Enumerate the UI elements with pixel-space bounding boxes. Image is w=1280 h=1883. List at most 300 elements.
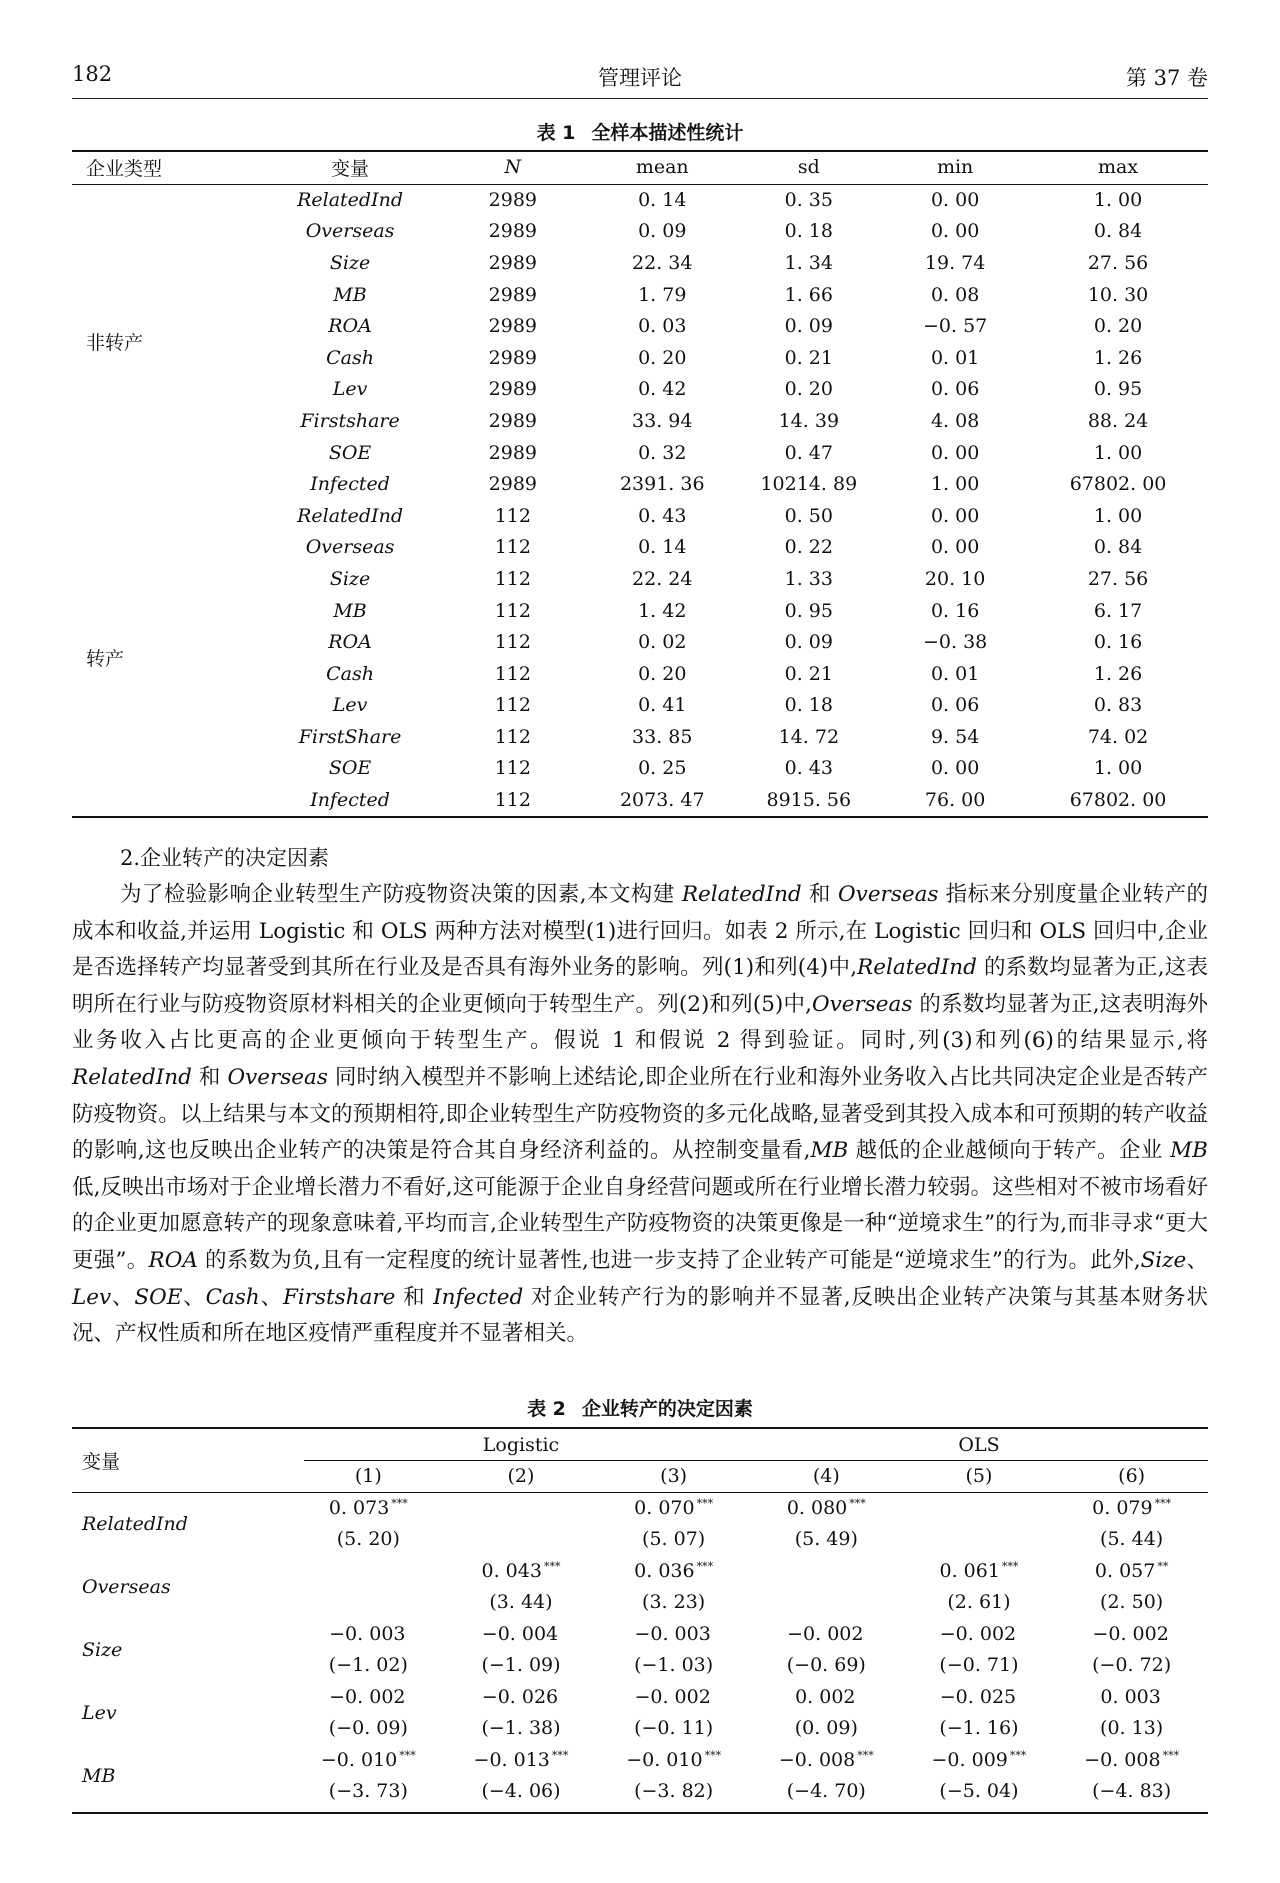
table1-value-cell: 74. 02 [1087,725,1149,748]
table1-value-cell: 0. 21 [784,662,833,685]
coef-value: −0. 004 [481,1622,559,1645]
table1-value-cell: 0. 09 [638,220,687,243]
coef-value: 0. 079 [1092,1496,1153,1519]
coef-value: −0. 002 [787,1622,864,1645]
table2-tstat-cell [903,1524,1056,1556]
table2-tstat-cell: (−1. 03) [634,1654,714,1677]
table2-caption-title: 企业转产的决定因素 [581,1398,753,1420]
table2-tstat-cell [292,1587,445,1619]
italic-term: MB [1170,1138,1208,1164]
table1-variable-cell: RelatedInd [297,504,403,527]
table1-value-cell: 1. 26 [1093,346,1143,369]
table1-value-cell: 67802. 00 [1069,789,1167,812]
table1-value-cell: 112 [494,757,531,780]
italic-term: Overseas [227,1064,328,1090]
table2-coef-row [72,1555,1208,1587]
table1-value-cell: 22. 24 [632,567,693,590]
table1-value-cell: 1. 79 [638,283,687,306]
table2-tstat-cell: (5. 44) [1100,1528,1164,1551]
table2-tstat-cell: (2. 61) [947,1591,1011,1614]
table1-value-cell: 0. 32 [638,441,687,464]
table1-value-cell: 0. 02 [638,631,687,654]
volume-label: 第 37 卷 [1125,66,1208,90]
table1-value-cell: 0. 84 [1093,536,1143,559]
significance-stars: *** [1009,1748,1027,1762]
table1-bottom-rule [72,816,1208,818]
table2-group-logistic: Logistic [482,1433,560,1456]
coef-value: 0. 057 [1094,1559,1156,1582]
table1-value-cell: 0. 21 [784,346,833,369]
table2-group-ols: OLS [958,1433,1000,1456]
table2-col-header: (5) [965,1465,993,1488]
table1-value-cell: 112 [494,662,531,685]
italic-term: Overseas [812,991,913,1017]
table1-value-cell: 0. 35 [784,188,833,211]
table2-coef-cell [292,1555,445,1587]
text-run: 对企业转产行为的影响并不显著,反映出企业转产决策与其基本财务状况、产权性质和所在地区疫情严重程度并不显著相关。 [72,1284,1208,1347]
table2-header-rule [72,1492,1208,1493]
text-run: 低,反映出市场对于企业增长潜力不看好,这可能源于企业自身经营问题或所在行业增长潜力较弱。这些相对不被市场看好的企业更加愿意转产的现象意味着,平均而言,企业转型生产防疫物资的决策更像是一种“逆境求生”的行为,而非寻求“更大更强”。 [72,1174,1208,1273]
table1-value-cell: 1. 00 [930,473,980,496]
table1-value-cell: 0. 41 [638,694,687,717]
table1-value-cell: 0. 00 [930,504,980,527]
text-run: 的系数均显著为正,这表明所在行业与防疫物资原材料相关的企业更倾向于转型生产。列(2)和列(5)中, [72,955,1209,1017]
coef-value: 0. 073 [328,1496,390,1519]
table1-value-cell: 0. 18 [784,694,833,717]
table2-coef-cell [445,1555,598,1587]
table2-caption [72,1394,1208,1421]
coef-value: −0. 008 [778,1748,856,1771]
table1-col-header: min [936,156,974,178]
table1-value-cell: 0. 84 [1093,220,1143,243]
text-run: 的系数为负,且有一定程度的统计显著性,也进一步支持了企业转产可能是“逆境求生”的行为。此外, [197,1247,1141,1273]
table2-tstat-cell: (−4. 06) [481,1780,561,1803]
table1-value-cell: 6. 17 [1093,599,1143,622]
coef-value: 0. 061 [939,1559,1000,1582]
table1-value-cell: 112 [494,504,531,527]
table1-value-cell: 0. 50 [784,504,833,527]
table1-col-header: 变量 [331,157,370,180]
italic-term: RelatedInd [72,1064,192,1090]
table2-col-header: (6) [1118,1465,1146,1488]
text-run: 、 [1186,1247,1208,1273]
table1-variable-cell: SOE [328,441,372,464]
table1-variable-cell: Lev [332,694,368,717]
coef-value: 0. 043 [481,1559,542,1582]
table2-tstat-cell: (−0. 71) [939,1654,1019,1677]
italic-term: Overseas [838,882,939,907]
table2-variable-cell: Overseas [82,1575,171,1598]
table2-coef-cell [903,1618,1056,1650]
table2-coef-cell [445,1492,598,1524]
italic-term: Size [1140,1247,1187,1273]
table1-value-cell: 22. 34 [632,251,693,274]
table1-row [72,184,1208,216]
coef-value: −0. 002 [329,1685,406,1708]
table1-value-cell: 0. 42 [638,378,687,401]
table1-variable-cell: ROA [328,631,372,654]
table2-tstat-cell [750,1587,903,1619]
table2-coef-row [72,1492,1208,1524]
table2-tstat-cell: (−4. 83) [1092,1780,1172,1803]
table1-group-label: 非转产 [86,332,144,355]
table2-tstat-cell: (−0. 11) [634,1717,714,1740]
italic-term: Cash [205,1284,260,1310]
table1-variable-cell: Overseas [305,220,395,243]
text-run: 和 [801,882,839,907]
table1-value-cell: 0. 14 [638,536,687,559]
table1-value-cell: 0. 18 [784,220,833,243]
table2-tstat-cell: (3. 44) [489,1591,553,1614]
table2-tstat-cell: (5. 49) [794,1528,858,1551]
table1-caption [72,118,1208,145]
table1-value-cell: 67802. 00 [1069,473,1167,496]
coef-value: 0. 070 [634,1496,695,1519]
table1-variable-cell: MB [333,599,367,622]
table2-coef-cell [750,1618,903,1650]
table1-value-cell: 0. 03 [638,315,687,338]
table1-value-cell: 1. 00 [1093,504,1143,527]
table2-col-header: (2) [507,1465,535,1488]
table2-tstat-cell: (−3. 82) [634,1780,714,1803]
table1-value-cell: 4. 08 [930,409,980,432]
coef-value: −0. 008 [1084,1748,1161,1771]
table1-value-cell: 2989 [488,283,538,306]
table1-value-cell: 1. 26 [1093,662,1143,685]
table1-variable-cell: Lev [332,378,368,401]
italic-term: RelatedInd [857,955,977,981]
table1-value-cell: 112 [494,567,531,590]
table1-value-cell: 1. 00 [1093,757,1143,780]
table2-tstat-cell: (−4. 70) [786,1780,866,1803]
significance-stars: *** [704,1748,722,1762]
coef-value: −0. 002 [939,1622,1017,1645]
table1-value-cell: 9. 54 [930,725,980,748]
table2-tstat-cell: (−5. 04) [939,1780,1019,1803]
table1-value-cell: 8915. 56 [766,789,852,812]
significance-stars: *** [857,1748,874,1762]
text-run: 为了检验影响企业转型生产防疫物资决策的因素,本文构建 [120,882,682,907]
table2-coef-cell [750,1492,903,1524]
italic-term: MB [810,1138,849,1164]
table2-coef-cell [750,1555,903,1587]
journal-name: 管理评论 [598,66,682,90]
table1-value-cell: 0. 20 [1093,315,1143,338]
table2-tstat-cell: (−0. 72) [1092,1654,1172,1677]
table2-coef-cell [903,1681,1056,1713]
table2-tstat-cell: (−0. 69) [786,1654,866,1677]
table1-value-cell: 0. 95 [784,599,833,622]
table1-variable-cell: RelatedInd [297,188,403,211]
table2-coef-cell [750,1744,903,1776]
table2-group-rule [304,1460,1208,1461]
table1 [72,150,1208,816]
table2-tstat-cell: (5. 07) [642,1528,706,1551]
table1-header-rule [72,184,1208,185]
significance-stars: *** [696,1496,714,1510]
italic-term: ROA [148,1247,198,1273]
table1-value-cell: 1. 33 [784,567,833,590]
table1-variable-cell: Infected [310,789,390,812]
table1-value-cell: 2989 [488,346,538,369]
table2-tstat-cell: (2. 50) [1100,1591,1164,1614]
table1-value-cell: 33. 94 [632,409,693,432]
significance-stars: *** [551,1748,569,1762]
table2-tstat-cell: (5. 20) [336,1528,400,1551]
table1-col-header: max [1098,156,1139,178]
table2-coef-cell [1055,1744,1208,1776]
table1-col-header: mean [635,156,689,178]
italic-term: Firstshare [282,1284,396,1310]
table2-coef-cell [1055,1555,1208,1587]
table2-coef-cell [903,1744,1056,1776]
coef-value: −0. 013 [473,1748,550,1771]
table1-value-cell: 112 [494,631,531,654]
table1-value-cell: 2073. 47 [619,789,705,812]
table1-value-cell: 0. 20 [638,662,687,685]
coef-value: 0. 003 [1100,1685,1161,1708]
table1-value-cell: 0. 01 [930,662,980,685]
table2 [72,1429,1208,1807]
significance-stars: *** [696,1559,714,1573]
significance-stars: *** [391,1496,408,1510]
table2-coef-cell [903,1492,1056,1524]
table1-header [72,150,1208,184]
table2-variable-cell: RelatedInd [82,1512,188,1535]
table2-variable-cell: Lev [82,1701,117,1724]
coef-value: −0. 025 [939,1685,1017,1708]
table1-value-cell: 2989 [488,251,538,274]
table1-value-cell: 0. 43 [638,504,687,527]
table1-value-cell: 20. 10 [924,567,986,590]
table1-value-cell: 0. 95 [1093,378,1143,401]
table1-value-cell: 2989 [488,188,538,211]
table1-value-cell: 0. 00 [930,757,980,780]
table1-value-cell: 0. 09 [784,315,833,338]
text-run: 的系数均显著为正,这表明海外业务收入占比更高的企业更倾向于转型生产。假说 1 和假说 2 得到验证。同时,列(3)和列(6)的结果显示,将 [72,991,1208,1054]
table1-variable-cell: MB [333,283,367,306]
table1-caption-number: 表 1 [536,122,576,144]
table1-value-cell: 27. 56 [1087,567,1149,590]
table1-value-cell: 2989 [488,473,538,496]
table1-value-cell: 0. 06 [930,378,980,401]
table2-coef-cell [1055,1618,1208,1650]
coef-value: −0. 010 [626,1748,703,1771]
table1-value-cell: 0. 20 [784,378,833,401]
table1-value-cell: 1. 42 [638,599,687,622]
table1-value-cell: 0. 22 [784,536,833,559]
table1-value-cell: 112 [494,599,531,622]
table1-row [72,500,1208,532]
table2-bottom-rule [72,1812,1208,1814]
coef-value: −0. 009 [931,1748,1008,1771]
significance-stars: *** [1001,1559,1019,1573]
table1-group-label: 转产 [86,648,125,671]
coef-value: −0. 010 [320,1748,398,1771]
table1-variable-cell: Cash [326,346,374,369]
table1-value-cell: 112 [494,789,531,812]
significance-stars: *** [849,1496,866,1510]
table2-coef-cell [292,1681,445,1713]
table1-value-cell: 33. 85 [632,725,693,748]
table1-value-cell: 2989 [488,220,538,243]
table2-tstat-cell: (−1. 38) [481,1717,561,1740]
table2-tstat-cell: (−0. 09) [328,1717,408,1740]
table1-variable-cell: ROA [328,315,372,338]
italic-term: Lev [72,1284,112,1310]
table1-value-cell: 2989 [488,315,538,338]
table2-coef-row [72,1681,1208,1713]
table1-value-cell: 0. 00 [930,220,980,243]
table1-value-cell: 19. 74 [924,251,986,274]
coef-value: −0. 026 [481,1685,559,1708]
text-run: 同时纳入模型并不影响上述结论,即企业所在行业和海外业务收入占比共同决定企业是否转产防疫物资。以上结果与本文的预期相符,即企业转型生产防疫物资的多元化战略,显著受到其投入成本和可预期的转产收益的影响,这也反映出企业转产的决策是符合其自身经济利益的。从控制变量看, [72,1064,1208,1164]
table2-tstat-cell: (3. 23) [642,1591,706,1614]
table1-variable-cell: Infected [310,473,390,496]
table1-value-cell: 1. 00 [1093,441,1143,464]
body-paragraph [72,877,1208,1353]
table1-value-cell: 0. 00 [930,188,980,211]
text-run: 、 [182,1284,206,1310]
table1-value-cell: 0. 47 [784,441,833,464]
table2-coef-cell [597,1681,750,1713]
table2-tstat-cell [445,1524,598,1556]
table2-coef-cell [1055,1681,1208,1713]
table2-variable-cell: MB [82,1764,116,1787]
table1-value-cell: 10214. 89 [760,473,858,496]
table2-tstat-cell: (−1. 16) [939,1717,1019,1740]
table1-variable-cell: Cash [326,662,374,685]
table2-coef-row [72,1618,1208,1650]
coef-value: 0. 036 [634,1559,695,1582]
table1-value-cell: 0. 83 [1093,694,1143,717]
table1-value-cell: 112 [494,694,531,717]
table1-value-cell: 0. 00 [930,441,980,464]
table2-tstat-cell: (−1. 09) [481,1654,561,1677]
text-run: 、 [259,1284,283,1310]
table2-tstat-cell: (0. 09) [794,1717,858,1740]
header-rule [72,98,1208,99]
table2-coef-cell [292,1492,445,1524]
table1-value-cell: 2989 [488,378,538,401]
text-run: 、 [111,1284,135,1310]
table2-coef-cell [597,1618,750,1650]
table1-value-cell: 2989 [488,441,538,464]
table2-tstat-cell: (−1. 02) [328,1654,408,1677]
table1-value-cell: 112 [494,536,531,559]
table1-variable-cell: Size [329,251,371,274]
table1-value-cell: 2391. 36 [619,473,705,496]
table2-col-header: (4) [812,1465,840,1488]
table1-variable-cell: Size [329,567,371,590]
significance-stars: *** [543,1559,561,1573]
table1-value-cell: 1. 34 [784,251,833,274]
table1-value-cell: 0. 16 [1093,631,1143,654]
table2-variable-cell: Size [82,1638,123,1661]
table1-variable-cell: FirstShare [298,725,402,748]
table1-variable-cell: Firstshare [300,409,400,432]
table2-coef-cell [445,1681,598,1713]
table1-value-cell: 0. 01 [930,346,980,369]
table1-value-cell: 14. 72 [778,725,840,748]
table2-coef-cell [597,1492,750,1524]
table1-value-cell: 27. 56 [1087,251,1149,274]
table1-value-cell: 0. 20 [638,346,687,369]
table2-col-header: (1) [354,1465,382,1488]
table2-var-header: 变量 [82,1451,121,1473]
italic-term: RelatedInd [681,882,802,907]
table2-tstat-cell: (−3. 73) [328,1780,408,1803]
text-run: 指标来分别度量企业转产的成本和收益,并运用 Logistic 和 OLS 两种方法对模型(1)进行回归。如表 2 所示,在 Logistic 回归和 OLS 回归中,企业是否选择转产均显著受到其所在行业及是否具有海外业务的影响。列(1)和列(4)中, [72,882,1209,981]
coef-value: −0. 003 [634,1622,711,1645]
table2-coef-cell [1055,1492,1208,1524]
table1-value-cell: 0. 06 [930,694,980,717]
table1-caption-title: 全样本描述性统计 [591,122,744,144]
italic-term: Infected [433,1284,524,1310]
table2-caption-number: 表 2 [527,1398,566,1420]
significance-stars: *** [1162,1748,1180,1762]
coef-value: −0. 002 [1092,1622,1169,1645]
table2-coef-cell [597,1744,750,1776]
table1-value-cell: 10. 30 [1087,283,1149,306]
table1-value-cell: 0. 08 [930,283,980,306]
table1-variable-cell: Overseas [305,536,395,559]
table1-col-header: N [504,156,522,178]
significance-stars: ** [1157,1559,1169,1573]
page-number: 182 [72,62,113,86]
table2-coef-cell [292,1618,445,1650]
table1-value-cell: 14. 39 [778,409,840,432]
table2-coef-cell [903,1555,1056,1587]
coef-value: −0. 003 [329,1622,406,1645]
table1-value-cell: 112 [494,725,531,748]
table1-value-cell: 0. 00 [930,536,980,559]
table1-variable-cell: SOE [328,757,372,780]
table2-coef-cell [445,1618,598,1650]
table2-coef-row [72,1744,1208,1776]
text-run: 和 [191,1064,228,1090]
coef-value: 0. 080 [786,1496,848,1519]
table2-coef-cell [292,1744,445,1776]
table2-col-header: (3) [660,1465,688,1488]
significance-stars: *** [1154,1496,1172,1510]
italic-term: SOE [134,1284,183,1310]
table1-col-header: sd [797,156,820,178]
table1-value-cell: 1. 00 [1093,188,1143,211]
table1-value-cell: 0. 43 [784,757,833,780]
section-title: 2.企业转产的决定因素 [120,846,330,870]
table1-value-cell: 88. 24 [1087,409,1149,432]
table1-value-cell: 1. 66 [784,283,833,306]
table1-value-cell: 0. 25 [638,757,687,780]
table2-body [72,1429,1208,1807]
table2-coef-cell [597,1555,750,1587]
table1-value-cell: 0. 16 [930,599,980,622]
table1-value-cell: −0. 57 [922,315,988,338]
table1-value-cell: 0. 14 [638,188,687,211]
table2-tstat-cell: (0. 13) [1100,1717,1164,1740]
table2-coef-cell [750,1681,903,1713]
significance-stars: *** [399,1748,416,1762]
text-run: 越低的企业越倾向于转产。企业 [848,1138,1171,1164]
table1-col-header: 企业类型 [86,157,163,180]
table1-body [72,184,1208,816]
table2-coef-cell [445,1744,598,1776]
running-header [72,62,1208,92]
coef-value: −0. 002 [634,1685,711,1708]
text-run: 和 [395,1284,434,1310]
table1-value-cell: 76. 00 [924,789,986,812]
